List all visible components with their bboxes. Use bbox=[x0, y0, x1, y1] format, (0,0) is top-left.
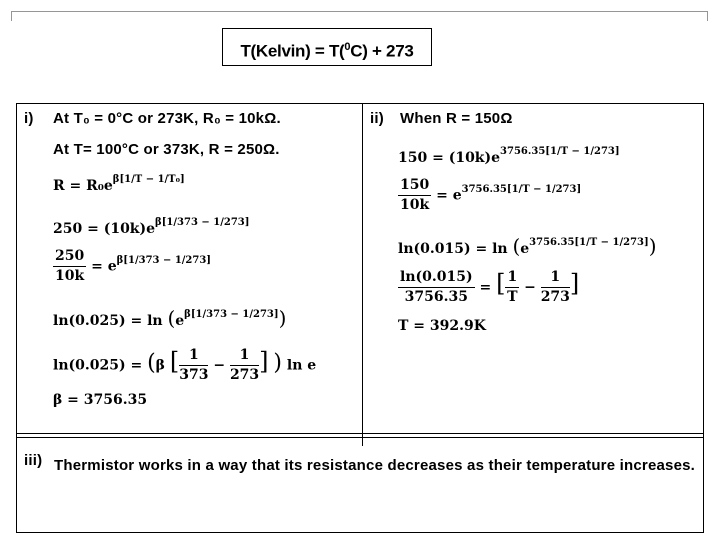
p2-eq3-arg: e bbox=[520, 241, 530, 257]
eq2-exponent: β[1/373 − 1/273] bbox=[155, 217, 250, 228]
slide-left-border bbox=[11, 11, 12, 21]
eq3-rhs: = e bbox=[91, 258, 117, 275]
part-ii-result: T = 392.9K bbox=[398, 318, 486, 334]
eq5-minus: − bbox=[213, 357, 226, 374]
formula-text: T(Kelvin) = T( bbox=[240, 41, 345, 61]
p2-eq3-lhs: ln(0.015) = ln bbox=[398, 241, 508, 257]
part-i-equation-4: $\ln(0.025) = \ln (e^{\beta[1/373 - 1/273]})$ bbox=[53, 306, 287, 330]
eq1-exponent: β[1/T − 1/T₀] bbox=[112, 174, 185, 185]
part-ii-condition: When R = 150Ω bbox=[400, 110, 513, 127]
part-ii-equation-4: $\frac{\ln(0.015)}{3756.35}$ = [ $\frac{1}{T}$ − $\frac{1}{273}$ ] bbox=[400, 269, 580, 305]
eq2-lhs: 250 = (10k)e bbox=[53, 221, 156, 237]
eq5-beta: β bbox=[155, 357, 165, 374]
eq3-fraction bbox=[53, 247, 86, 286]
kelvin-formula-box bbox=[222, 28, 432, 66]
p2-eq4-numerator: ln(0.015) bbox=[398, 268, 475, 288]
eq5-den-1: 373 bbox=[179, 367, 209, 383]
row-divider bbox=[16, 433, 704, 434]
slide-top-border bbox=[11, 11, 708, 12]
part-i-condition-2: At T= 100°C or 373K, R = 250Ω. bbox=[53, 141, 280, 158]
eq5-frac-2 bbox=[230, 346, 259, 385]
p2-eq2-fraction bbox=[398, 176, 431, 215]
p2-eq1-lhs: 150 = (10k)e bbox=[398, 150, 501, 166]
p2-eq4-denominator: 3756.35 bbox=[404, 289, 468, 305]
p2-eq4-num-1: 1 bbox=[505, 268, 519, 288]
part-iii-text: Thermistor works in a way that its resistance decreases as their temperature increases. bbox=[54, 457, 696, 474]
p2-eq4-frac-1 bbox=[505, 268, 519, 307]
eq5-tail: ln e bbox=[286, 357, 317, 374]
part-ii-label: ii) bbox=[370, 110, 384, 127]
part-ii-equation-2 bbox=[398, 176, 581, 215]
p2-eq4-frac-2 bbox=[541, 268, 570, 307]
part-i-result: β = 3756.35 bbox=[53, 392, 148, 408]
p2-eq2-rhs: = e bbox=[436, 187, 462, 204]
eq5-frac-1 bbox=[179, 346, 208, 385]
part-i-condition-1: At T₀ = 0°C or 273K, R₀ = 10kΩ. bbox=[53, 110, 281, 127]
eq3-denominator: 10k bbox=[55, 268, 85, 284]
part-i-equation-5: ln(0.025) = (β [ $\frac{1}{373}$ − $\frac{1}{273}$ ] ) ln e bbox=[53, 347, 317, 383]
p2-eq4-fraction bbox=[398, 268, 475, 307]
formula-degree: 0 bbox=[344, 41, 351, 53]
part-ii-equation-3: $\ln(0.015) = \ln (e^{3756.35[1/T - 1/273]})$ bbox=[398, 234, 657, 258]
formula-tail: C) + 273 bbox=[350, 41, 414, 61]
row-divider-double bbox=[16, 437, 704, 438]
eq4-arg: e bbox=[175, 313, 185, 329]
p2-eq1-exponent: 3756.35[1/T − 1/273] bbox=[500, 146, 620, 157]
eq5-num-2: 1 bbox=[230, 346, 259, 366]
eq4-lhs: ln(0.025) = ln bbox=[53, 313, 163, 329]
slide-right-border bbox=[707, 11, 708, 21]
part-i-equation-1 bbox=[53, 174, 185, 194]
eq3-exponent: β[1/373 − 1/273] bbox=[116, 254, 212, 266]
eq4-exponent: β[1/373 − 1/273] bbox=[184, 309, 279, 320]
eq3-numerator: 250 bbox=[53, 247, 86, 267]
p2-eq4-minus: − bbox=[524, 279, 536, 296]
eq5-num-1: 1 bbox=[179, 346, 208, 366]
part-i-label: i) bbox=[24, 110, 34, 127]
p2-eq4-den-1: T bbox=[507, 289, 518, 305]
eq1-lhs: R = R₀e bbox=[53, 178, 113, 194]
part-iii-label: iii) bbox=[24, 452, 43, 469]
eq5-den-2: 273 bbox=[229, 367, 260, 383]
p2-eq2-exponent: 3756.35[1/T − 1/273] bbox=[461, 183, 582, 195]
p2-eq2-denominator: 10k bbox=[400, 197, 430, 213]
p2-eq4-num-2: 1 bbox=[541, 268, 570, 288]
part-ii-equation-1 bbox=[398, 146, 620, 166]
part-i-equation-3 bbox=[53, 247, 211, 286]
p2-eq2-numerator: 150 bbox=[398, 176, 431, 196]
p2-eq3-exponent: 3756.35[1/T − 1/273] bbox=[529, 237, 649, 248]
part-i-equation-2 bbox=[53, 217, 250, 237]
column-divider bbox=[362, 103, 363, 446]
p2-eq4-equals: = bbox=[479, 279, 492, 296]
p2-eq4-den-2: 273 bbox=[540, 289, 570, 305]
eq5-lhs: ln(0.025) = bbox=[53, 357, 143, 374]
